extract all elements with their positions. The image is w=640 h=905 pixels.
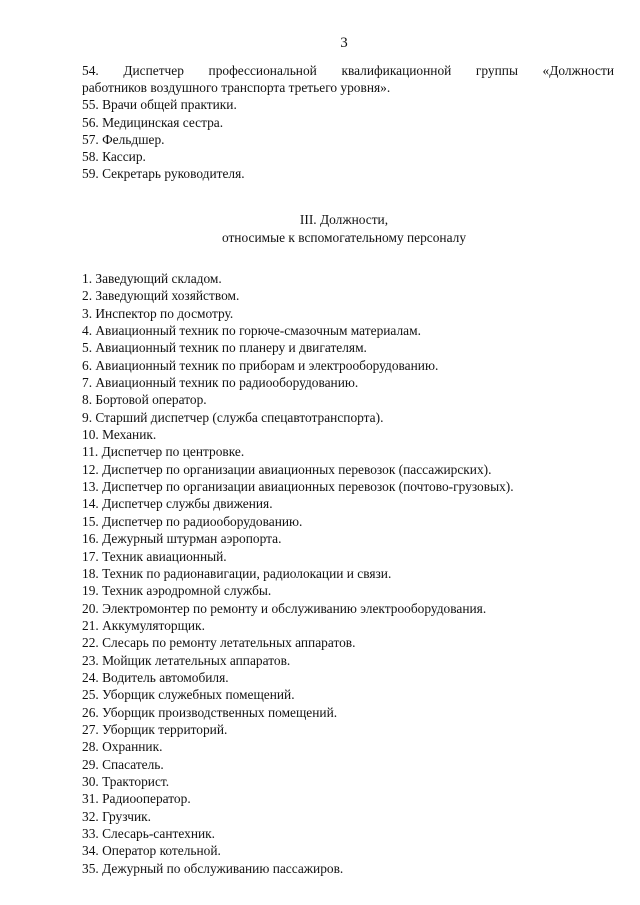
- list-item: 58. Кассир.: [82, 149, 146, 165]
- section-subheading: относимые к вспомогательному персоналу: [221, 230, 467, 245]
- list-item: 19. Техник аэродромной службы.: [82, 583, 272, 599]
- list-item: 17. Техник авиационный.: [82, 548, 227, 564]
- list-item: 16. Дежурный штурман аэропорта.: [82, 531, 282, 547]
- list-item: 18. Техник по радионавигации, радиолокации и связи.: [82, 565, 392, 581]
- list-item: 2. Заведующий хозяйством.: [82, 288, 240, 304]
- list-item: 35. Дежурный по обслуживанию пассажиров.: [82, 860, 344, 876]
- list-item: 27. Уборщик территорий.: [82, 721, 228, 737]
- list-item: 20. Электромонтер по ремонту и обслуживанию электрооборудования.: [82, 600, 487, 616]
- list-item: 29. Спасатель.: [82, 756, 164, 772]
- list-item: 57. Фельдшер.: [82, 131, 165, 147]
- list-item: 14. Диспетчер службы движения.: [82, 496, 273, 512]
- list-item: 54. Диспетчер профессиональной квалификационной группы «Должности: [82, 63, 614, 78]
- list-item-continuation: работников воздушного транспорта третьего уровня».: [82, 80, 391, 96]
- list-item: 28. Охранник.: [82, 739, 163, 755]
- list-item: 26. Уборщик производственных помещений.: [82, 704, 338, 720]
- list-item: 21. Аккумуляторщик.: [82, 617, 205, 633]
- list-item: 6. Авиационный техник по приборам и электрооборудованию.: [82, 357, 439, 373]
- list-item: 59. Секретарь руководителя.: [82, 166, 245, 182]
- list-item: 34. Оператор котельной.: [82, 843, 221, 859]
- list-item: 31. Радиооператор.: [82, 791, 191, 807]
- list-item: 56. Медицинская сестра.: [82, 114, 224, 130]
- list-item: 32. Грузчик.: [82, 808, 151, 824]
- list-item: 11. Диспетчер по центровке.: [82, 444, 245, 460]
- list-item: 55. Врачи общей практики.: [82, 97, 237, 113]
- list-item: 3. Инспектор по досмотру.: [82, 305, 234, 321]
- list-item: 10. Механик.: [82, 427, 157, 443]
- list-item: 30. Тракторист.: [82, 773, 170, 789]
- list-item: 7. Авиационный техник по радиооборудованию.: [82, 375, 359, 391]
- list-item: 25. Уборщик служебных помещений.: [82, 687, 295, 703]
- list-item: 22. Слесарь по ремонту летательных аппаратов.: [82, 635, 356, 651]
- list-item: 15. Диспетчер по радиооборудованию.: [82, 513, 303, 529]
- page-number: 3: [340, 35, 348, 51]
- section-heading: III. Должности,: [299, 212, 389, 227]
- list-item: 1. Заведующий складом.: [82, 271, 222, 286]
- list-item: 5. Авиационный техник по планеру и двигателям.: [82, 340, 367, 356]
- list-item: 9. Старший диспетчер (служба спецавтотранспорта).: [82, 409, 384, 425]
- list-item: 13. Диспетчер по организации авиационных перевозок (почтово-грузовых).: [82, 479, 514, 495]
- positions-list: [82, 270, 622, 877]
- list-item: 23. Мойщик летательных аппаратов.: [82, 652, 291, 668]
- list-item: 12. Диспетчер по организации авиационных перевозок (пассажирских).: [82, 461, 492, 477]
- list-item: 4. Авиационный техник по горюче-смазочным материалам.: [82, 323, 421, 339]
- list-item: 24. Водитель автомобиля.: [82, 669, 229, 685]
- intro-list: [82, 62, 614, 182]
- list-item: 33. Слесарь-сантехник.: [82, 826, 216, 841]
- list-item: 8. Бортовой оператор.: [82, 392, 207, 408]
